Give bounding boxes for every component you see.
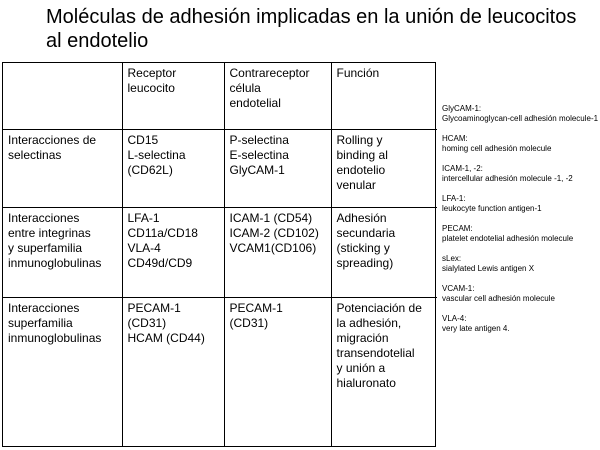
table-row	[3, 297, 437, 446]
glossary-definition: intercellular adhesión molecule -1, -2	[442, 174, 573, 183]
glossary-item	[442, 164, 598, 184]
glossary-item	[442, 104, 598, 124]
contrareceptor-cell: ICAM-1 (CD54) ICAM-2 (CD102) VCAM1(CD106)	[224, 207, 331, 297]
glossary-definition: sialylated Lewis antigen X	[442, 264, 535, 273]
contrareceptor-cell: PECAM-1 (CD31)	[224, 297, 331, 446]
glossary-term: sLex:	[442, 254, 462, 263]
glossary-definition: platelet endotelial adhesión molecule	[442, 234, 574, 243]
abbreviations-glossary	[442, 104, 598, 344]
glossary-definition: homing cell adhesión molecule	[442, 144, 552, 153]
glossary-definition: very late antigen 4.	[442, 324, 510, 333]
row-label-cell: Interacciones superfamilia inmunoglobulinas	[3, 297, 122, 446]
row-label-cell: Interacciones de selectinas	[3, 129, 122, 207]
receptor-cell: CD15 L-selectina (CD62L)	[122, 129, 224, 207]
glossary-item	[442, 254, 598, 274]
glossary-definition: vascular cell adhesión molecule	[442, 294, 555, 303]
funcion-cell: Adhesión secundaria (sticking y spreading)	[331, 207, 437, 297]
receptor-cell: LFA-1 CD11a/CD18 VLA-4 CD49d/CD9	[122, 207, 224, 297]
funcion-cell: Rolling y binding al endotelio venular	[331, 129, 437, 207]
table-header-row	[3, 63, 437, 129]
glossary-item	[442, 194, 598, 214]
glossary-term: ICAM-1, -2:	[442, 164, 483, 173]
glossary-term: LFA-1:	[442, 194, 466, 203]
glossary-item	[442, 284, 598, 304]
glossary-item	[442, 224, 598, 244]
header-cell-contrareceptor: Contrareceptor célula endotelial	[224, 63, 331, 129]
glossary-term: PECAM:	[442, 224, 473, 233]
glossary-item	[442, 134, 598, 154]
header-cell-receptor: Receptor leucocito	[122, 63, 224, 129]
glossary-definition: leukocyte function antigen-1	[442, 204, 542, 213]
glossary-term: GlyCAM-1:	[442, 104, 482, 113]
header-cell-funcion: Función	[331, 63, 437, 129]
receptor-cell: PECAM-1 (CD31) HCAM (CD44)	[122, 297, 224, 446]
table-row	[3, 207, 437, 297]
glossary-term: VLA-4:	[442, 314, 467, 323]
adhesion-molecules-table	[2, 62, 436, 447]
table-row	[3, 129, 437, 207]
glossary-definition: Glycoaminoglycan-cell adhesión molecule-1	[442, 114, 599, 123]
row-label-cell: Interacciones entre integrinas y superfamilia inmunoglobulinas	[3, 207, 122, 297]
contrareceptor-cell: P-selectina E-selectina GlyCAM-1	[224, 129, 331, 207]
glossary-term: VCAM-1:	[442, 284, 475, 293]
header-cell-empty	[3, 63, 122, 129]
funcion-cell: Potenciación de la adhesión, migración transendotelial y unión a hialuronato	[331, 297, 437, 446]
glossary-term: HCAM:	[442, 134, 468, 143]
glossary-item	[442, 314, 598, 334]
slide-title: Moléculas de adhesión implicadas en la unión de leucocitos al endotelio	[46, 6, 577, 52]
